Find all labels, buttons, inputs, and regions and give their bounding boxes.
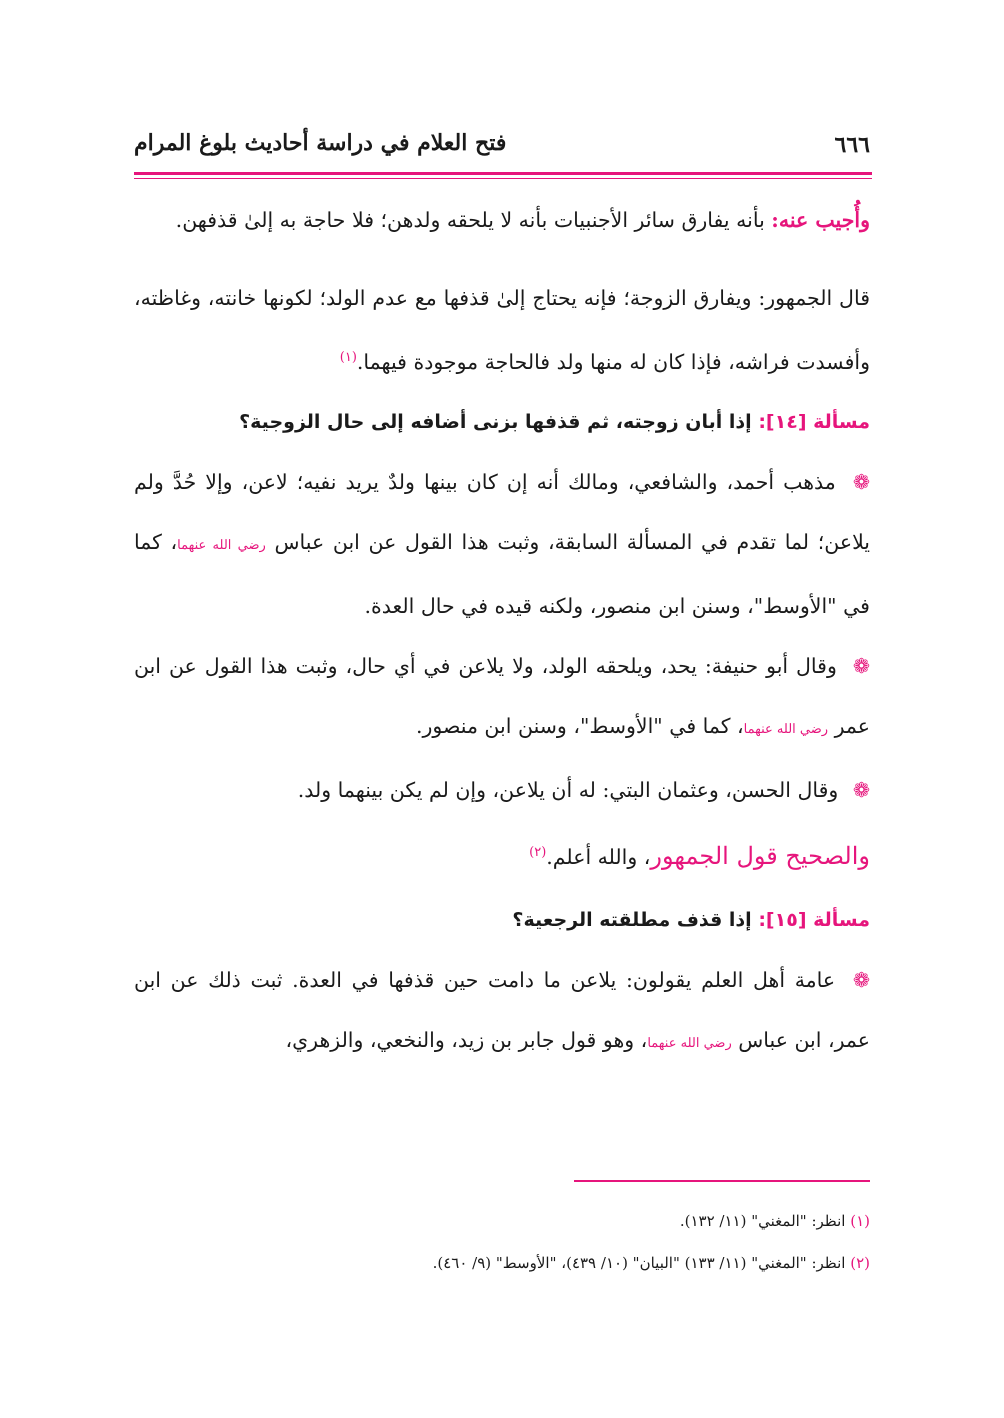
footnote-number: (١) <box>850 1212 870 1230</box>
opinion-text: عامة أهل العلم يقولون: يلاعن ما دامت حين قذفها في العدة. ثبت ذلك عن ابن عمر، ابن عباس <box>134 967 870 1052</box>
opinion-item <box>134 950 870 1074</box>
page-body <box>134 190 870 1074</box>
question-14-label: مسألة [١٤]: <box>758 410 870 433</box>
answer-text: بأنه يفارق سائر الأجنبيات بأنه لا يلحقه ولدهن؛ فلا حاجة به إلىٰ قذفهن. <box>175 208 772 232</box>
footnote-separator <box>574 1180 870 1182</box>
honorific-mark: رضي الله عنهما <box>177 537 266 553</box>
opinion-text: وقال الحسن، وعثمان البتي: له أن يلاعن، وإن لم يكن بينهما ولد. <box>297 777 845 802</box>
conclusion-lead: والصحيح قول الجمهور <box>650 841 870 870</box>
header-rule-thin <box>134 178 872 179</box>
footnote-number: (٢) <box>850 1254 870 1272</box>
honorific-mark: رضي الله عنهما <box>647 1035 732 1051</box>
opinion-item <box>134 452 870 636</box>
question-15-text: إذا قذف مطلقته الرجعية؟ <box>512 908 759 931</box>
footnote <box>134 1242 870 1284</box>
footnote-text: انظر: "المغني" (١١/ ١٣٢). <box>679 1212 851 1230</box>
page-header <box>134 124 870 168</box>
flower-bullet-icon: ❁ <box>852 967 870 992</box>
footnote-ref-1: (١) <box>339 350 357 365</box>
opinion-text: مذهب أحمد، والشافعي، ومالك أنه إن كان بينها ولدٌ يريد نفيه؛ لاعن، وإلا حُدَّ ولم يلاعن؛ لما تقدم في المسألة السابقة، وثبت هذا القول عن ابن عباس <box>134 469 871 554</box>
header-rule <box>134 172 872 175</box>
answer-paragraph <box>134 190 870 250</box>
flower-bullet-icon: ❁ <box>852 777 870 802</box>
conclusion <box>134 820 870 890</box>
majority-paragraph <box>134 268 870 392</box>
opinion-text: وقال أبو حنيفة: يحد، ويلحقه الولد، ولا يلاعن في أي حال، وثبت هذا القول عن ابن عمر <box>134 653 870 738</box>
page-number: ٦٦٦ <box>834 132 870 158</box>
footnote <box>134 1200 870 1242</box>
flower-bullet-icon: ❁ <box>852 469 870 494</box>
question-15-label: مسألة [١٥]: <box>758 908 870 931</box>
question-14-text: إذا أبان زوجته، ثم قذفها بزنى أضافه إلى حال الزوجية؟ <box>239 410 759 433</box>
opinion-text: ، وهو قول جابر بن زيد، والنخعي، والزهري، <box>285 1027 648 1052</box>
opinion-item <box>134 760 870 820</box>
running-title: فتح العلام في دراسة أحاديث بلوغ المرام <box>134 130 507 156</box>
majority-text: قال الجمهور: ويفارق الزوجة؛ فإنه يحتاج إلىٰ قذفها مع عدم الولد؛ لكونها خانته، وغاظته، وأفسدت فراشه، فإذا كان له منها ولد فالحاجة موجودة فيهما. <box>134 286 870 374</box>
question-14 <box>134 392 870 452</box>
footnote-text: انظر: "المغني" (١١/ ١٣٣) "البيان" (١٠/ ٤٣٩)، "الأوسط" (٩/ ٤٦٠). <box>432 1254 851 1272</box>
opinion-item <box>134 636 870 760</box>
question-15 <box>134 890 870 950</box>
answer-lead: وأُجيب عنه: <box>771 208 870 232</box>
honorific-mark: رضي الله عنهما <box>743 721 829 737</box>
footnotes <box>134 1200 870 1284</box>
opinion-text: ، كما في "الأوسط"، وسنن ابن منصور. <box>415 713 744 738</box>
footnote-ref-2: (٢) <box>529 844 547 860</box>
conclusion-text: ، والله أعلم. <box>546 844 651 869</box>
opinion-text: ، كما في "الأوسط"، وسنن ابن منصور، ولكنه قيده في حال العدة. <box>134 529 870 618</box>
flower-bullet-icon: ❁ <box>852 653 870 678</box>
